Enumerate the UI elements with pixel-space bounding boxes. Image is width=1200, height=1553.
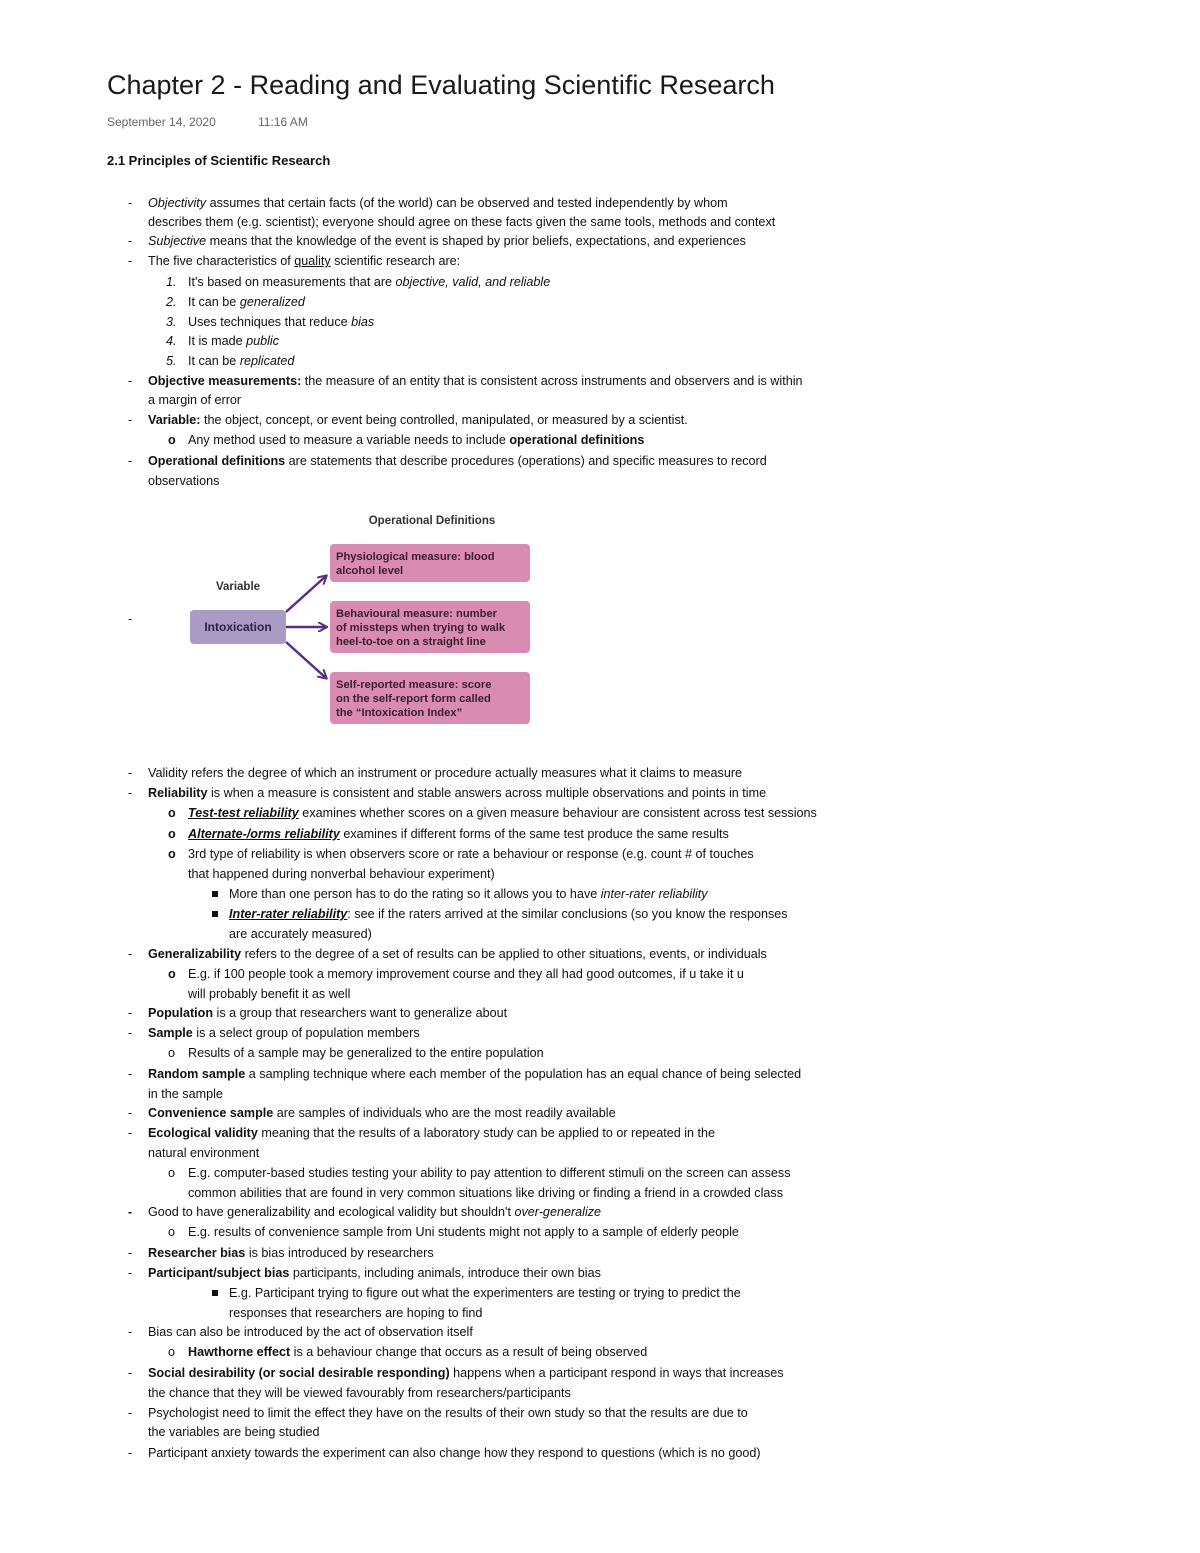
note-line: It can be generalized <box>188 295 305 309</box>
note-line: 3rd type of reliability is when observers score or rate a behaviour or response (e.g. count # of touches <box>188 847 754 861</box>
note-line: describes them (e.g. scientist); everyone should agree on these facts given the same tools, methods and context <box>148 215 776 229</box>
note-line: E.g. computer-based studies testing your ability to pay attention to different stimuli on the screen can assess <box>188 1166 791 1180</box>
dash-bullet: - <box>128 786 133 800</box>
arrow-to-box1 <box>286 576 326 612</box>
note-line: Social desirability (or social desirable responding) happens when a participant respond in ways that increases <box>148 1366 784 1380</box>
dash-bullet: - <box>128 612 133 626</box>
note-line: Alternate-/orms reliability examines if different forms of the same test produce the same results <box>188 827 729 841</box>
note-line: More than one person has to do the rating so it allows you to have inter-rater reliability <box>229 887 708 901</box>
note-line: The five characteristics of quality scientific research are: <box>148 254 461 268</box>
note-line: Good to have generalizability and ecological validity but shouldn't over-generalize <box>148 1205 602 1219</box>
dash-bullet: - <box>128 374 133 388</box>
circle-bullet: o <box>168 1345 176 1359</box>
dash-bullet: - <box>128 1266 133 1280</box>
note-line: are accurately measured) <box>229 927 372 941</box>
arrow-to-box3 <box>286 642 326 678</box>
note-line: observations <box>148 474 220 488</box>
note-line: natural environment <box>148 1146 260 1160</box>
dash-bullet: - <box>128 1067 133 1081</box>
dash-bullet: - <box>128 1366 133 1380</box>
diagram-title: Operational Definitions <box>368 515 496 527</box>
dash-bullet: - <box>128 947 133 961</box>
dash-bullet: - <box>128 254 133 268</box>
note-line: E.g. results of convenience sample from Uni students might not apply to a sample of elderly people <box>188 1225 739 1239</box>
circle-bullet: o <box>168 1225 176 1239</box>
note-line: Population is a group that researchers want to generalize about <box>148 1006 508 1020</box>
box3-line: Self-reported measure: score <box>336 679 492 691</box>
note-line: Sample is a select group of population members <box>148 1026 420 1040</box>
note-line: common abilities that are found in very common situations like driving or finding a friend in a crowded class <box>188 1186 783 1200</box>
number-marker: 1. <box>166 275 177 289</box>
dash-bullet: - <box>128 1026 133 1040</box>
note-line: Results of a sample may be generalized to the entire population <box>188 1046 544 1060</box>
note-time: 11:16 AM <box>258 115 308 129</box>
dash-bullet: - <box>128 766 133 780</box>
note-line: It's based on measurements that are objective, valid, and reliable <box>188 275 551 289</box>
box1-line: Physiological measure: blood <box>336 551 495 563</box>
dash-bullet: - <box>128 1205 133 1219</box>
dash-bullet: - <box>128 196 133 210</box>
note-line: Participant/subject bias participants, including animals, introduce their own bias <box>148 1266 601 1280</box>
note-line: a margin of error <box>148 393 242 407</box>
dash-bullet: - <box>128 1126 133 1140</box>
note-line: the variables are being studied <box>148 1425 320 1439</box>
circle-bullet: o <box>168 1046 176 1060</box>
page-title: Chapter 2 - Reading and Evaluating Scientific Research <box>107 70 775 100</box>
circle-bullet: o <box>168 827 176 841</box>
box3-line: on the self-report form called <box>336 693 491 705</box>
note-line: It is made public <box>188 334 279 348</box>
circle-bullet: o <box>168 1166 176 1180</box>
dash-bullet: - <box>128 1446 133 1460</box>
dash-bullet: - <box>128 454 133 468</box>
box2-line: heel-to-toe on a straight line <box>336 636 486 648</box>
operational-definitions-diagram <box>180 508 540 736</box>
note-line: Inter-rater reliability: see if the raters arrived at the similar conclusions (so you know the responses <box>229 907 788 921</box>
note-line: Objective measurements: the measure of an entity that is consistent across instruments and observers and is within <box>148 374 803 388</box>
note-line: Psychologist need to limit the effect they have on the results of their own study so that the results are due to <box>148 1406 748 1420</box>
note-line: Subjective means that the knowledge of the event is shaped by prior beliefs, expectations, and experiences <box>148 234 746 248</box>
note-date: September 14, 2020 <box>107 115 216 129</box>
note-line: Operational definitions are statements that describe procedures (operations) and specific measures to record <box>148 454 767 468</box>
dash-bullet: - <box>128 413 133 427</box>
note-line: Validity refers the degree of which an instrument or procedure actually measures what it claims to measure <box>148 766 743 780</box>
dash-bullet: - <box>128 1246 133 1260</box>
note-line: Ecological validity meaning that the results of a laboratory study can be applied to or repeated in the <box>148 1126 716 1140</box>
variable-value: Intoxication <box>204 620 272 634</box>
square-bullet <box>212 1290 218 1296</box>
number-marker: 2. <box>166 295 177 309</box>
note-line: Hawthorne effect is a behaviour change that occurs as a result of being observed <box>188 1345 648 1359</box>
note-line: in the sample <box>148 1087 223 1101</box>
dash-bullet: - <box>128 1325 133 1339</box>
note-line: It can be replicated <box>188 354 295 368</box>
note-line: the chance that they will be viewed favourably from researchers/participants <box>148 1386 571 1400</box>
note-line: Random sample a sampling technique where each member of the population has an equal chance of being selected <box>148 1067 802 1081</box>
circle-bullet: o <box>168 433 176 447</box>
dash-bullet: - <box>128 1406 133 1420</box>
box2-line: Behavioural measure: number <box>336 608 498 620</box>
box3-line: the “Intoxication Index” <box>336 707 463 719</box>
number-marker: 4. <box>166 334 177 348</box>
variable-label: Variable <box>215 581 261 593</box>
note-line: Convenience sample are samples of individuals who are the most readily available <box>148 1106 616 1120</box>
note-line: that happened during nonverbal behaviour experiment) <box>188 867 495 881</box>
note-line: Reliability is when a measure is consistent and stable answers across multiple observations and points in time <box>148 786 767 800</box>
section-heading: 2.1 Principles of Scientific Research <box>107 153 331 168</box>
note-line: E.g. if 100 people took a memory improvement course and they all had good outcomes, if u take it u <box>188 967 744 981</box>
note-line: Uses techniques that reduce bias <box>188 315 375 329</box>
square-bullet <box>212 891 218 897</box>
dash-bullet: - <box>128 1106 133 1120</box>
note-line: Researcher bias is bias introduced by researchers <box>148 1246 434 1260</box>
note-line: Objectivity assumes that certain facts (of the world) can be observed and tested independently by whom <box>148 196 728 210</box>
note-line: Participant anxiety towards the experiment can also change how they respond to questions (which is no good) <box>148 1446 761 1460</box>
note-line: will probably benefit it as well <box>188 987 351 1001</box>
dash-bullet: - <box>128 1006 133 1020</box>
number-marker: 5. <box>166 354 177 368</box>
circle-bullet: o <box>168 967 176 981</box>
square-bullet <box>212 911 218 917</box>
circle-bullet: o <box>168 847 176 861</box>
dash-bullet: - <box>128 234 133 248</box>
note-line: Variable: the object, concept, or event being controlled, manipulated, or measured by a scientist. <box>148 413 688 427</box>
note-line: responses that researchers are hoping to find <box>229 1306 483 1320</box>
note-line: E.g. Participant trying to figure out what the experimenters are testing or trying to predict the <box>229 1286 741 1300</box>
note-line: Generalizability refers to the degree of a set of results can be applied to other situations, events, or individuals <box>148 947 767 961</box>
number-marker: 3. <box>166 315 177 329</box>
note-line: Test-test reliability examines whether scores on a given measure behaviour are consistent across test sessions <box>188 806 817 820</box>
note-line: Bias can also be introduced by the act of observation itself <box>148 1325 473 1339</box>
circle-bullet: o <box>168 806 176 820</box>
box2-line: of missteps when trying to walk <box>336 622 506 634</box>
note-line: Any method used to measure a variable needs to include operational definitions <box>188 433 645 447</box>
box1-line: alcohol level <box>336 565 404 577</box>
